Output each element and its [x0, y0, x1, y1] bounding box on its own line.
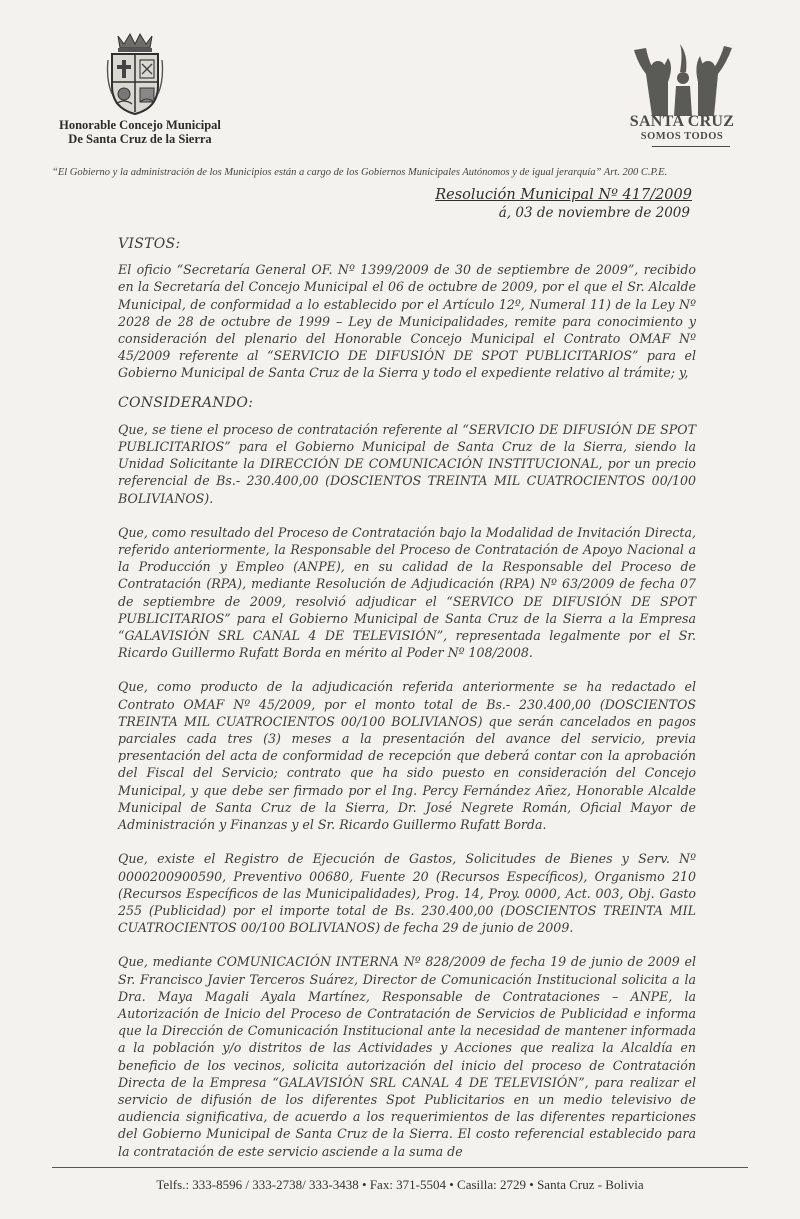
- resolution-date: á, 03 de noviembre de 2009: [498, 205, 690, 221]
- considerando-paragraph-3: Que, como producto de la adjudicación referida anteriormente se ha redactado el Contrato OMAF Nº 45/2009, por el monto total de Bs.- 230.400,00 (DOSCIENTOS TREINTA MIL CUATROCIENTOS 00/100 BOLIVIANOS) que serán cancelados en pagos parciales cada tres (3) meses a la presentación del avance del servicio, previa presentación del acta de conformidad de recepción que deberá contar con la aprobación del Fiscal del Servicio; contrato que ha sido puesto en consideración del Concejo Municipal, y que debe ser firmado por el Ing. Percy Fernández Añez, Honorable Alcalde Municipal de Santa Cruz de la Sierra, Dr. José Negrete Román, Oficial Mayor de Administración y Finanzas y el Sr. Ricardo Guillermo Rufatt Borda.: [118, 679, 696, 833]
- vistos-paragraph: El oficio “Secretaría General OF. Nº 1399/2009 de 30 de septiembre de 2009”, recibido en la Secretaría del Concejo Municipal el 06 de octubre de 2009, por el que el Sr. Alcalde Municipal, de conformidad a lo establecido por el Artículo 12º, Numeral 11) de la Ley Nº 2028 de 28 de octubre de 1999 – Ley de Municipalidades, remite para conocimiento y consideración del plenario del Honorable Concejo Municipal el Contrato OMAF Nº 45/2009 referente al “SERVICIO DE DIFUSIÓN DE SPOT PUBLICITARIOS” para el Gobierno Municipal de Santa Cruz de la Sierra y todo el expediente relativo al trámite; y,: [118, 262, 696, 381]
- vistos-heading: VISTOS:: [118, 236, 181, 252]
- logo-subtitle: SOMOS TODOS: [640, 131, 724, 142]
- council-name: [40, 118, 240, 146]
- logo-divider: [652, 146, 730, 147]
- considerando-paragraph-2: Que, como resultado del Proceso de Contratación bajo la Modalidad de Invitación Directa, referido anteriormente, la Responsable del Proceso de Contratación de Apoyo Nacional a la Producción y Empleo (ANPE), en su calidad de la Responsable del Proceso de Contratación (RPA), mediante Resolución de Adjudicación (RPA) Nº 63/2009 de fecha 07 de septiembre de 2009, resolvió adjudicar el “SERVICO DE DIFUSIÓN DE SPOT PUBLICITARIOS” para el Gobierno Municipal de Santa Cruz de la Sierra a la Empresa “GALAVISIÓN SRL CANAL 4 DE TELEVISIÓN”, representada legalmente por el Sr. Ricardo Guillermo Rufatt Borda en mérito al Poder Nº 108/2008.: [118, 524, 696, 661]
- council-name-line2: De Santa Cruz de la Sierra: [68, 132, 212, 146]
- council-name-line1: Honorable Concejo Municipal: [59, 118, 221, 132]
- resolution-title: Resolución Municipal Nº 417/2009: [435, 187, 692, 203]
- considerando-paragraph-4: Que, existe el Registro de Ejecución de Gastos, Solicitudes de Bienes y Serv. Nº 0000200900590, Preventivo 00680, Fuente 20 (Recursos Específicos), Organismo 210 (Recursos Específicos de las Municipalidades), Prog. 14, Proy. 0000, Act. 003, Obj. Gasto 255 (Publicidad) por el importe total de Bs. 230.400,00 (DOSCIENTOS TREINTA MIL CUATROCIENTOS 00/100 BOLIVIANOS) de fecha 29 de junio de 2009.: [118, 851, 696, 936]
- logo-title: SANTA CRUZ: [629, 113, 735, 130]
- considerando-heading: CONSIDERANDO:: [118, 394, 254, 411]
- resolution-body: [118, 236, 696, 1177]
- footer-contact: Telfs.: 333-8596 / 333-2738/ 333-3438 • Fax: 371-5504 • Casilla: 2729 • Santa Cruz - Bolivia: [156, 1177, 644, 1192]
- considerando-paragraph-5: Que, mediante COMUNICACIÓN INTERNA Nº 828/2009 de fecha 19 de junio de 2009 el Sr. Francisco Javier Terceros Suárez, Director de Comunicación Institucional solicita a la Dra. Maya Magali Ayala Martínez, Responsable de Contrataciones – ANPE, la Autorización de Inicio del Proceso de Contratación de Servicios de Publicidad e informa que la Dirección de Comunicación Institucional ante la necesidad de mantener informada a la población y/o distritos de las Actividades y Acciones que realiza la Alcaldía en beneficio de los vecinos, solicita autorización del inicio del proceso de Contratación Directa de la Empresa “GALAVISIÓN SRL CANAL 4 DE TELEVISIÓN”, para realizar el servicio de difusión de los diferentes Spot Publicitarios en un medio televisivo de audiencia significativa, de acuerdo a los requerimientos de las diferentes reparticiones del Gobierno Municipal de Santa Cruz de la Sierra. El costo referencial establecido para la contratación de este servicio asciende a la suma de: [118, 954, 696, 1159]
- constitution-quote: “El Gobierno y la administración de los Municipios están a cargo de los Gobiernos Municipales Autónomos y de igual jerarquía” Art. 200 C.P.E.: [52, 167, 668, 178]
- considerando-paragraph-1: Que, se tiene el proceso de contratación referente al “SERVICIO DE DIFUSIÓN DE SPOT PUBLICITARIOS” para el Gobierno Municipal de Santa Cruz de la Sierra, siendo la Unidad Solicitante la DIRECCIÓN DE COMUNICACIÓN INSTITUCIONAL, por un precio referencial de Bs.- 230.400,00 (DOSCIENTOS TREINTA MIL CUATROCIENTOS 00/100 BOLIVIANOS).: [118, 421, 696, 506]
- footer-divider: [52, 1167, 748, 1168]
- raised-arms-figures-icon: [628, 42, 738, 120]
- municipal-coat-of-arms-icon: [104, 30, 166, 116]
